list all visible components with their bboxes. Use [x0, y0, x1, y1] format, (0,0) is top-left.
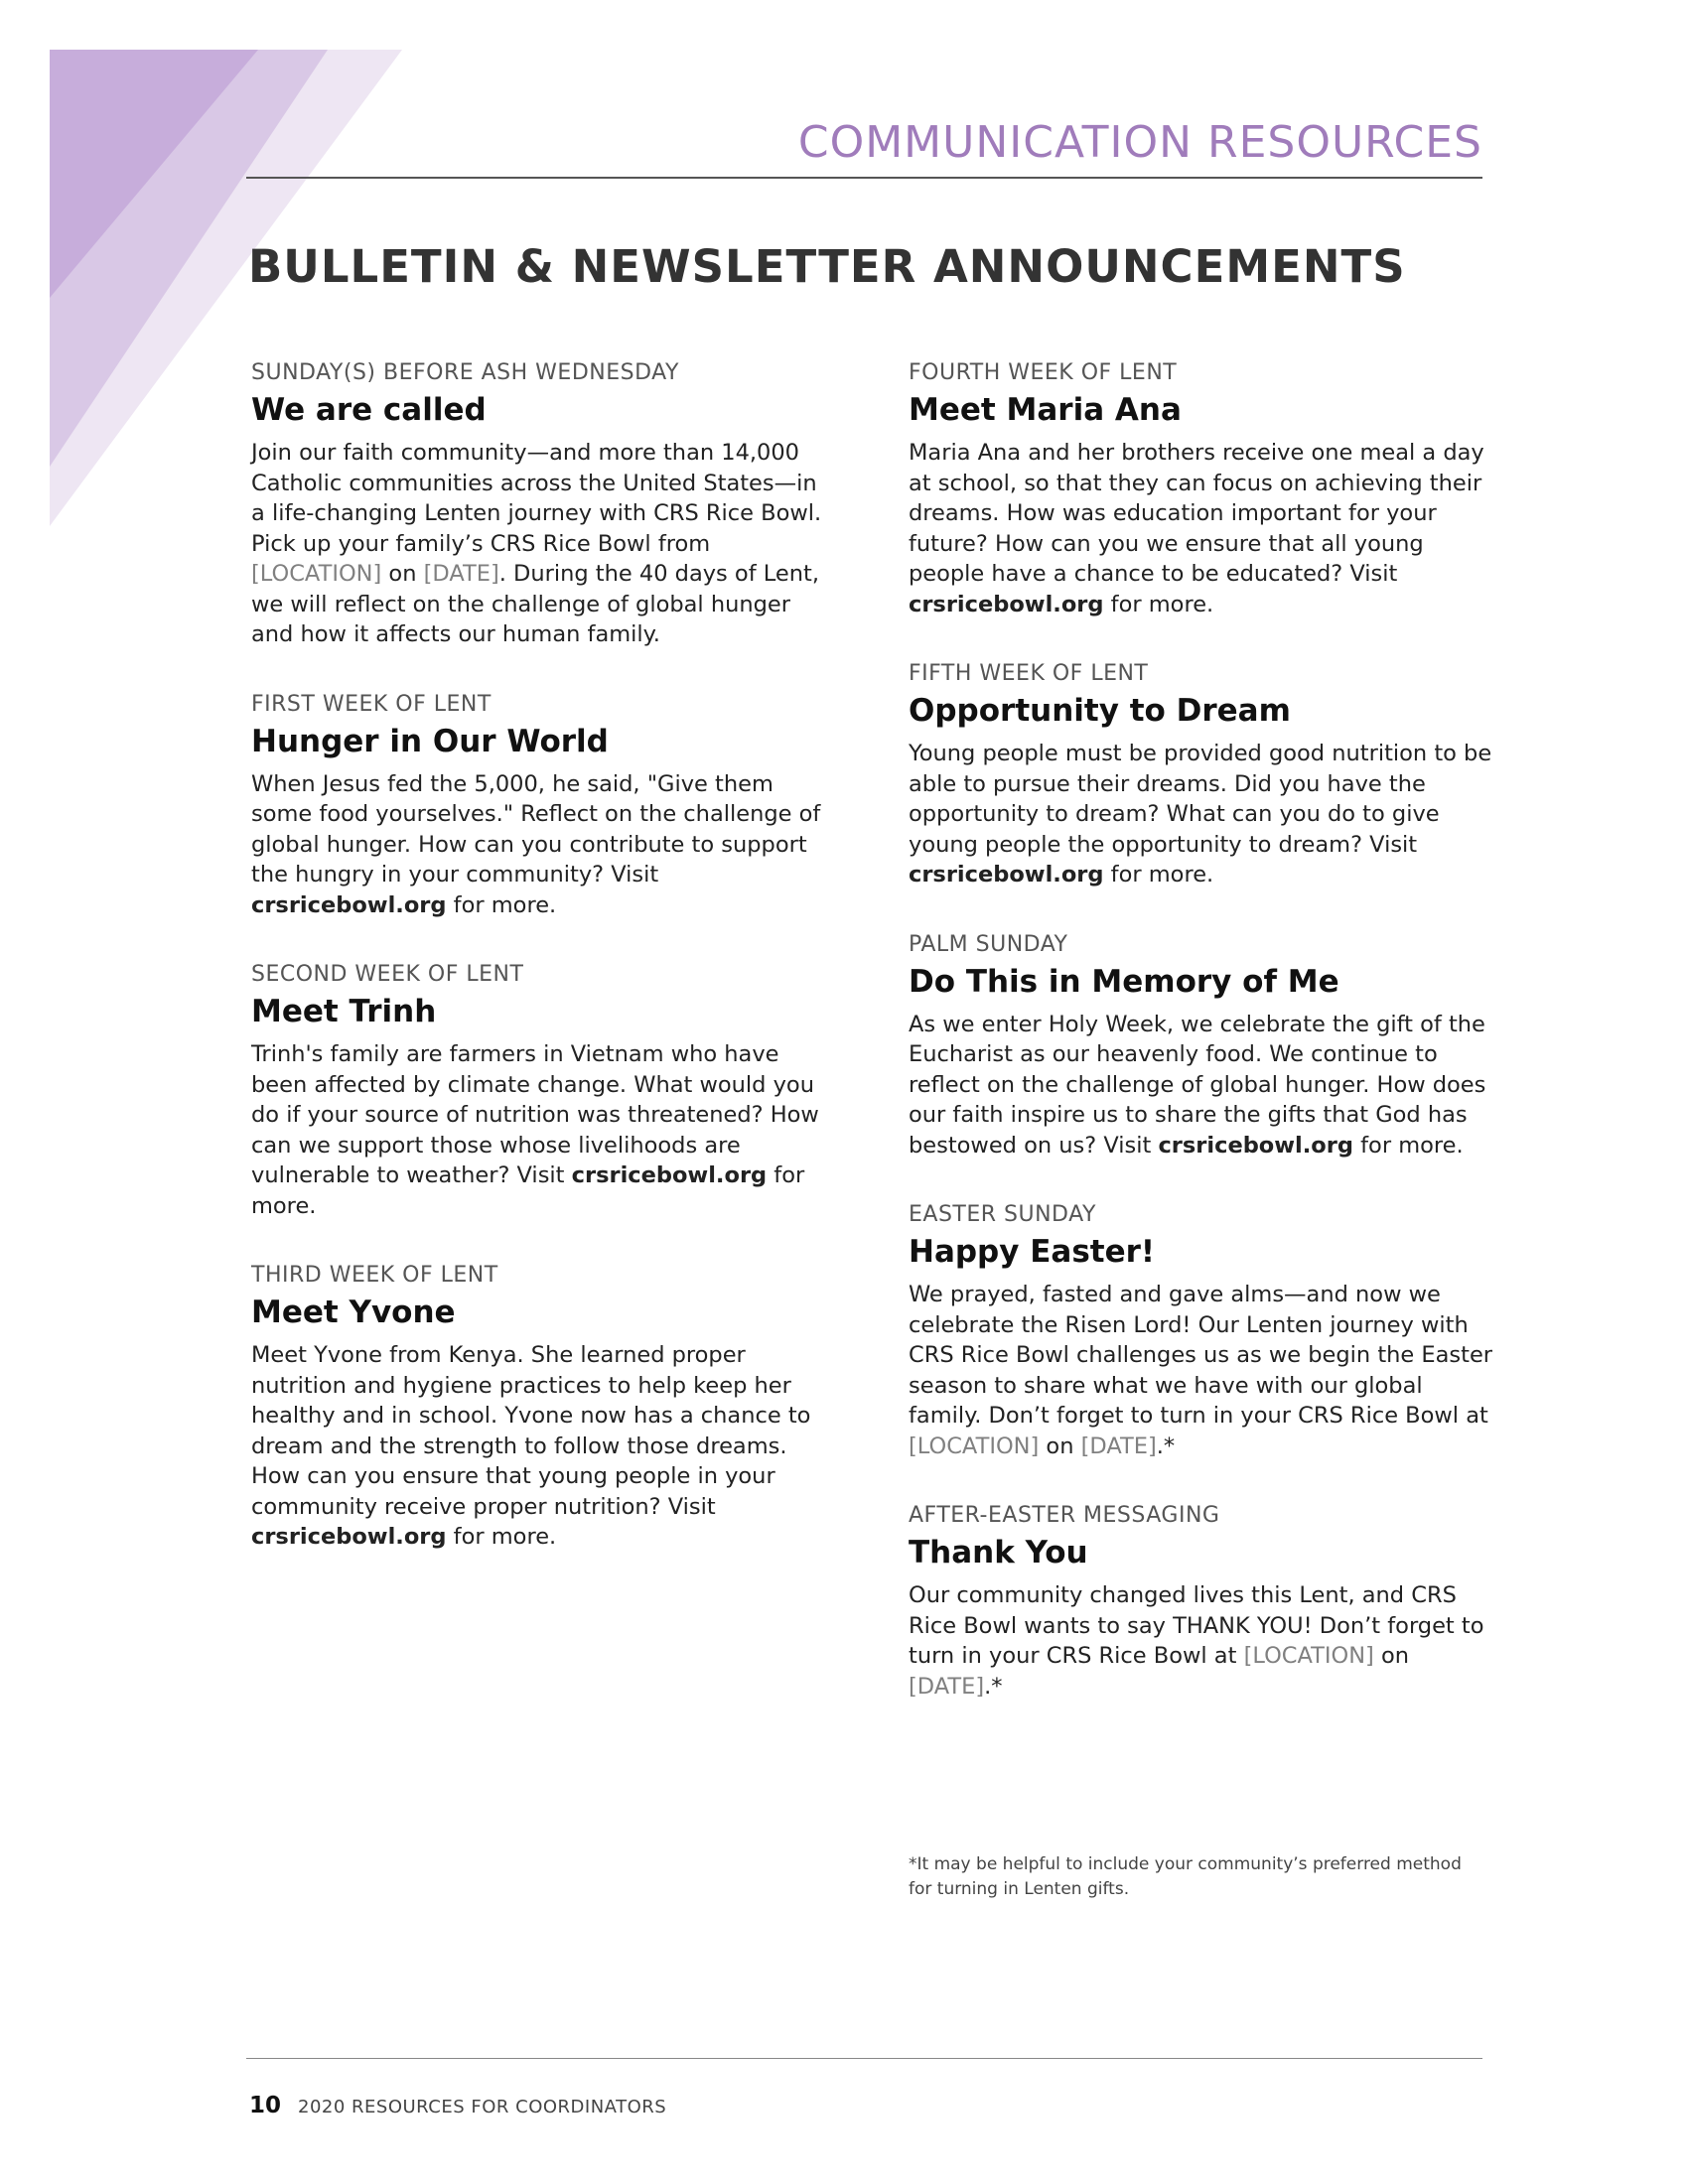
header-divider	[246, 177, 1482, 179]
website-link-text: crsricebowl.org	[251, 1524, 447, 1550]
announcement-heading: We are called	[251, 392, 487, 428]
announcement-item	[251, 960, 827, 1221]
footer-text: 2020 RESOURCES FOR COORDINATORS	[298, 2097, 667, 2117]
announcement-body	[909, 739, 1494, 890]
announcement-body	[909, 1580, 1494, 1702]
announcement-body	[909, 1010, 1494, 1161]
body-text: for more.	[446, 1524, 557, 1550]
body-text: on	[1373, 1643, 1410, 1669]
announcement-heading: Opportunity to Dream	[909, 693, 1291, 729]
announcement-heading: Happy Easter!	[909, 1234, 1156, 1270]
body-text: Maria Ana and her brothers receive one meal a day at school, so that they can focus on achieving their dreams. How was education important for your future? How can you we ensure that all young people have a chance to be educated? Visit	[909, 440, 1484, 587]
body-text: When Jesus fed the 5,000, he said, "Give them some food yourselves." Reflect on the challenge of global hunger. How can you contribute to support the hungry in your community? Visit	[251, 770, 821, 887]
announcement-heading: Meet Maria Ana	[909, 392, 1182, 428]
announcement-body	[251, 769, 827, 921]
left-column	[251, 358, 827, 1553]
placeholder-text: [DATE]	[1080, 1433, 1157, 1459]
body-text: We prayed, fasted and gave alms—and now we celebrate the Risen Lord! Our Lenten journey with CRS Rice Bowl challenges us as we begin the Easter season to share what we have with our global family. Don’t forget to turn in your CRS Rice Bowl at	[909, 1282, 1493, 1429]
announcement-week: FIRST WEEK OF LENT	[251, 691, 492, 717]
body-text: Trinh's family are farmers in Vietnam who have been affected by climate change. What would you do if your source of nutrition was threatened? How can we support those whose livelihoods are vulnerable to weather? Visit	[251, 1041, 819, 1188]
body-text: As we enter Holy Week, we celebrate the gift of the Eucharist as our heavenly food. We continue to reflect on the challenge of global hunger. How does our faith inspire us to share the gifts that God has bestowed on us? Visit	[909, 1011, 1486, 1159]
footer-divider	[246, 2058, 1482, 2059]
placeholder-text: [DATE]	[909, 1673, 985, 1700]
placeholder-text: [LOCATION]	[1243, 1643, 1374, 1669]
announcement-item	[909, 358, 1494, 619]
announcement-item	[909, 930, 1494, 1161]
body-text: Meet Yvone from Kenya. She learned proper nutrition and hygiene practices to help keep her healthy and in school. Yvone now has a chance to dream and the strength to follow those dreams. How can you ensure that young people in your community receive proper nutrition? Visit	[251, 1342, 811, 1520]
announcement-week: FIFTH WEEK OF LENT	[909, 661, 1149, 686]
announcement-week: SECOND WEEK OF LENT	[251, 962, 524, 987]
announcement-week: PALM SUNDAY	[909, 931, 1068, 957]
announcement-heading: Do This in Memory of Me	[909, 963, 1339, 1000]
body-text: for more.	[1103, 862, 1214, 887]
body-text: .*	[984, 1673, 1003, 1700]
footnote: *It may be helpful to include your community’s preferred method for turning in Lenten gifts.	[909, 1854, 1462, 1899]
page-title: BULLETIN & NEWSLETTER ANNOUNCEMENTS	[248, 240, 1406, 293]
body-text: .*	[1156, 1433, 1176, 1459]
announcement-item	[909, 1501, 1494, 1702]
announcement-item	[909, 659, 1494, 890]
announcement-item	[251, 1261, 827, 1553]
body-text: on	[381, 561, 424, 587]
body-text: Our community changed lives this Lent, and CRS Rice Bowl wants to say THANK YOU! Don’t forget to turn in your CRS Rice Bowl at	[909, 1582, 1484, 1669]
body-text: on	[1039, 1433, 1081, 1459]
placeholder-text: [DATE]	[423, 561, 499, 587]
announcement-body	[251, 438, 827, 650]
announcement-week: EASTER SUNDAY	[909, 1202, 1096, 1227]
body-text: for more.	[1352, 1132, 1464, 1159]
website-link-text: crsricebowl.org	[251, 891, 447, 918]
announcement-body	[909, 1280, 1494, 1461]
announcement-body	[909, 438, 1494, 619]
placeholder-text: [LOCATION]	[909, 1433, 1040, 1459]
section-header: COMMUNICATION RESOURCES	[797, 117, 1482, 168]
announcement-heading: Meet Yvone	[251, 1295, 456, 1330]
body-text: Join our faith community—and more than 14,000 Catholic communities across the United States—in a life-changing Lenten journey with CRS Rice Bowl. Pick up your family’s CRS Rice Bowl from	[251, 440, 822, 557]
announcement-body	[251, 1039, 827, 1221]
placeholder-text: [LOCATION]	[251, 561, 382, 587]
body-text: for more.	[446, 891, 557, 918]
announcement-item	[251, 358, 827, 650]
announcement-week: FOURTH WEEK OF LENT	[909, 360, 1178, 385]
website-link-text: crsricebowl.org	[571, 1162, 768, 1188]
announcement-item	[251, 690, 827, 921]
body-text: . During the 40 days of Lent, we will reflect on the challenge of global hunger and how it affects our human family.	[251, 561, 819, 647]
announcement-item	[909, 1200, 1494, 1461]
announcement-heading: Meet Trinh	[251, 994, 437, 1029]
website-link-text: crsricebowl.org	[1158, 1132, 1353, 1159]
body-text: for more.	[251, 1162, 805, 1219]
announcement-heading: Hunger in Our World	[251, 723, 609, 759]
body-text: Young people must be provided good nutrition to be able to pursue their dreams. Did you have the opportunity to dream? What can you do to give young people the opportunity to dream? Visit	[909, 741, 1492, 858]
announcement-heading: Thank You	[909, 1535, 1088, 1570]
website-link-text: crsricebowl.org	[909, 862, 1104, 887]
announcement-week: THIRD WEEK OF LENT	[251, 1263, 498, 1288]
right-column	[909, 358, 1494, 1702]
page-number: 10	[249, 2093, 282, 2118]
body-text: for more.	[1103, 591, 1214, 617]
announcement-body	[251, 1340, 827, 1553]
announcement-week: SUNDAY(S) BEFORE ASH WEDNESDAY	[251, 360, 679, 385]
announcement-week: AFTER-EASTER MESSAGING	[909, 1503, 1220, 1528]
website-link-text: crsricebowl.org	[909, 591, 1104, 617]
